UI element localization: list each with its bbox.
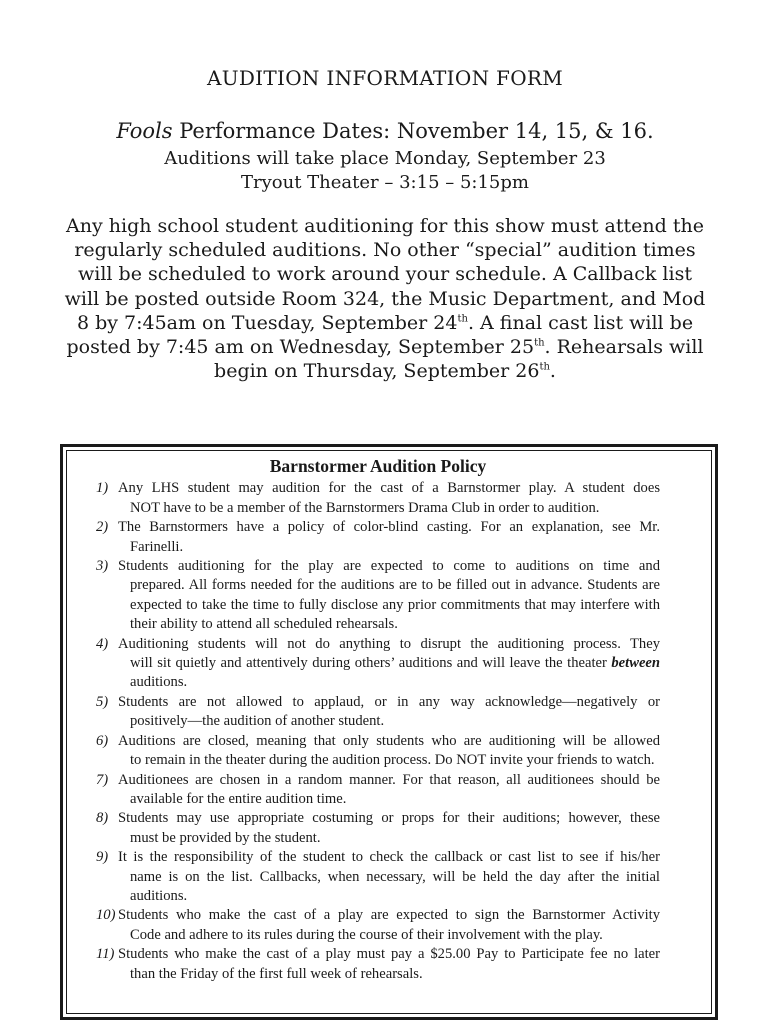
rule-text-continuation xyxy=(118,712,660,731)
rule-text-first-line: Students are not allowed to applaud, or in any way acknowledge—negatively or xyxy=(118,693,660,710)
rule-number: 9) xyxy=(96,849,109,866)
rule-text-continuation xyxy=(118,751,660,770)
rule-text-continuation xyxy=(118,499,660,518)
rule-text-first-line: Students who make the cast of a play must pay a $25.00 Pay to Participate fee no later xyxy=(118,946,660,963)
rule-text-first-line: The Barnstormers have a policy of color-blind casting. For an explanation, see Mr. xyxy=(118,519,660,536)
rule-text-first-line: It is the responsibility of the student to check the callback or cast list to see if his/her xyxy=(118,849,660,866)
rule-number: 11) xyxy=(96,946,115,963)
rule-text-first-line: Students auditioning for the play are expected to come to auditions on time and xyxy=(118,558,660,575)
rule-text-continuation xyxy=(118,868,660,907)
rule-text-continuation xyxy=(118,654,660,693)
rule-text-first-line: Any LHS student may audition for the cast of a Barnstormer play. A student does xyxy=(118,480,660,497)
rule-text: must be provided by the student. xyxy=(130,829,321,846)
rule-number: 7) xyxy=(96,771,109,788)
intro-text-3: . Rehearsals will begin on Thursday, September 26 xyxy=(214,336,704,383)
policy-rule xyxy=(36,635,660,693)
intro-text-1: Any high school student auditioning for this show must attend the regularly scheduled auditions. No other “special” audition times will be scheduled to work around your schedule. A Callback list will be posted outside Room 324, the Music Department, and Mod 8 by 7:45am on Tuesday, September 24 xyxy=(64,215,706,334)
rule-number: 8) xyxy=(96,810,109,827)
rule-text-first-line: Auditioning students will not do anything to disrupt the auditioning process. They xyxy=(118,635,660,652)
rule-text: Code and adhere to its rules during the course of their involvement with the play. xyxy=(130,926,603,943)
rule-text-continuation xyxy=(118,790,660,809)
rule-text: to remain in the theater during the audition process. Do NOT invite your friends to watch. xyxy=(130,752,655,769)
rule-text: will sit quietly and attentively during others’ auditions and will leave the theater xyxy=(130,655,607,672)
rule-text-continuation xyxy=(118,576,660,634)
rule-text-continuation xyxy=(118,926,660,945)
performance-dates xyxy=(0,119,770,143)
rule-text: NOT have to be a member of the Barnstormers Drama Club in order to audition. xyxy=(130,499,600,516)
auditions-date: Auditions will take place Monday, September 23 xyxy=(164,148,606,169)
emphasis-text: between xyxy=(611,655,661,672)
rule-text-continuation xyxy=(118,829,660,848)
rule-text-continuation xyxy=(118,538,660,557)
intro-text-2: . A final cast list will be posted by 7:45 am on Wednesday, September 25 xyxy=(66,311,694,359)
ordinal-sup: th xyxy=(457,313,468,325)
ordinal-sup: th xyxy=(534,337,545,349)
intro-text-4: . xyxy=(549,360,556,383)
rule-number: 3) xyxy=(96,558,109,575)
rule-text-first-line: Students who make the cast of a play are expected to sign the Barnstormer Activity xyxy=(118,907,660,924)
policy-rules xyxy=(36,479,660,984)
ordinal-sup: th xyxy=(539,361,550,373)
form-title: AUDITION INFORMATION FORM xyxy=(206,66,564,90)
rule-text-first-line: Auditionees are chosen in a random manner. For that reason, all auditionees should be xyxy=(118,771,660,788)
policy-rule xyxy=(36,518,660,557)
rule-number: 4) xyxy=(96,635,109,652)
rule-number: 2) xyxy=(96,519,109,536)
policy-title: Barnstormer Audition Policy xyxy=(269,456,487,476)
policy-rule xyxy=(36,693,660,732)
rule-text: positively—the audition of another student. xyxy=(130,713,385,730)
rule-text: Farinelli. xyxy=(130,538,184,555)
rule-text: prepared. All forms needed for the auditions are to be filled out in advance. Students are expected to take the time to fully disclose any prior commitments that may interfere with their ability to attend all scheduled rehearsals. xyxy=(130,577,660,633)
policy-rule xyxy=(36,732,660,771)
rule-number: 6) xyxy=(96,732,109,749)
rule-text: than the Friday of the first full week of rehearsals. xyxy=(130,965,423,982)
rule-number: 1) xyxy=(96,480,109,497)
policy-rule xyxy=(36,479,660,518)
rule-text-continuation xyxy=(118,965,660,984)
audition-location: Tryout Theater – 3:15 – 5:15pm xyxy=(241,172,529,193)
policy-rule xyxy=(36,557,660,635)
rule-text: name is on the list. Callbacks, when necessary, will be held the day after the initial auditions. xyxy=(130,868,660,904)
rule-text-first-line: Auditions are closed, meaning that only students who are auditioning will be allowed xyxy=(118,732,660,749)
policy-rule xyxy=(36,809,660,848)
policy-rule xyxy=(36,848,660,906)
dates-text: Performance Dates: November 14, 15, & 16. xyxy=(172,119,654,143)
rule-text-tail: auditions. xyxy=(130,674,188,691)
rule-number: 5) xyxy=(96,693,109,710)
rule-text: available for the entire audition time. xyxy=(130,790,347,807)
policy-rule xyxy=(36,771,660,810)
rule-number: 10) xyxy=(96,907,116,924)
policy-rule xyxy=(36,945,660,984)
rule-text-first-line: Students may use appropriate costuming or props for their auditions; however, these xyxy=(118,810,660,827)
show-name: Fools xyxy=(116,119,173,143)
intro-paragraph xyxy=(58,214,712,383)
policy-section xyxy=(36,457,660,984)
policy-rule xyxy=(36,906,660,945)
